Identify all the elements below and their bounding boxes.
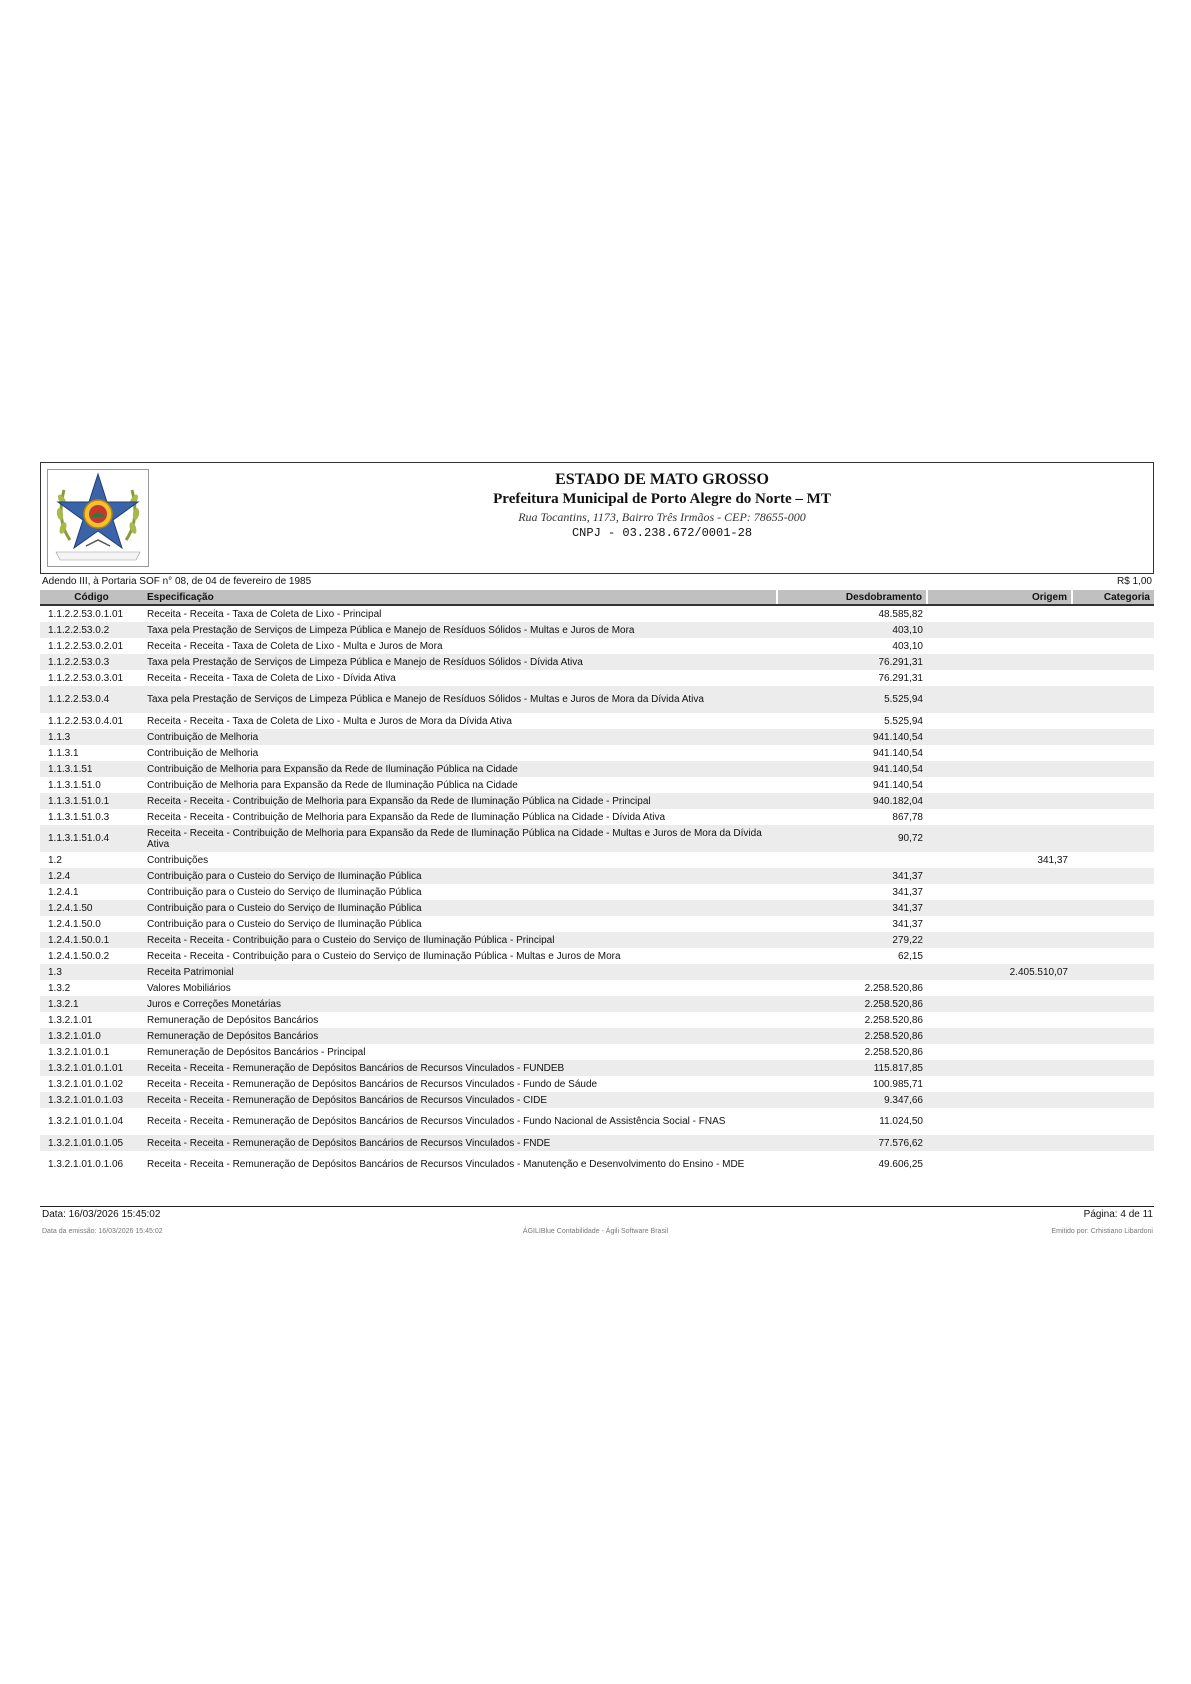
row-desdobramento: 115.817,85 bbox=[777, 1060, 927, 1076]
cnpj-line: CNPJ - 03.238.672/0001-28 bbox=[571, 526, 753, 540]
address-line: Rua Tocantins, 1173, Bairro Três Irmãos - CEP: 78655-000 bbox=[518, 510, 806, 524]
table-row bbox=[40, 713, 1154, 729]
row-origem bbox=[927, 948, 1072, 964]
table-row bbox=[40, 1012, 1154, 1028]
row-specification: Contribuição para o Custeio do Serviço de Iluminação Pública bbox=[143, 868, 777, 884]
table-row bbox=[40, 761, 1154, 777]
row-code: 1.3.2.1.01.0.1.05 bbox=[40, 1135, 143, 1151]
row-desdobramento: 341,37 bbox=[892, 918, 923, 930]
column-header-code: Código bbox=[40, 590, 143, 605]
row-desdobramento: 2.258.520,86 bbox=[777, 1028, 927, 1044]
column-header-categoria: Categoria bbox=[1072, 590, 1154, 605]
row-origem bbox=[927, 996, 1072, 1012]
row-origem bbox=[927, 777, 1072, 793]
row-desdobramento: 2.258.520,86 bbox=[777, 996, 927, 1012]
table-row bbox=[40, 996, 1154, 1012]
row-categoria bbox=[1072, 654, 1154, 670]
row-code: 1.3.2.1.01.0.1.02 bbox=[48, 1078, 124, 1090]
table-row bbox=[40, 884, 1154, 900]
row-code: 1.1.3.1.51.0.4 bbox=[40, 825, 143, 852]
column-header-origem: Origem bbox=[927, 590, 1072, 605]
row-categoria bbox=[1072, 1108, 1154, 1135]
row-specification: Remuneração de Depósitos Bancários bbox=[147, 1014, 319, 1026]
row-origem bbox=[927, 980, 1072, 996]
row-origem bbox=[927, 1092, 1072, 1108]
table-row bbox=[40, 825, 1154, 852]
row-origem bbox=[927, 1135, 1072, 1151]
table-row bbox=[40, 1108, 1154, 1135]
row-desdobramento: 403,10 bbox=[777, 622, 927, 638]
row-categoria bbox=[1072, 1044, 1154, 1060]
row-code: 1.1.2.2.53.0.3 bbox=[40, 654, 143, 670]
row-specification: Contribuição de Melhoria para Expansão da Rede de Iluminação Pública na Cidade bbox=[147, 779, 518, 791]
row-specification: Receita - Receita - Contribuição para o Custeio do Serviço de Iluminação Pública - Principal bbox=[143, 932, 777, 948]
row-code: 1.3 bbox=[40, 964, 143, 980]
row-origem bbox=[927, 825, 1072, 852]
row-origem bbox=[927, 884, 1072, 900]
row-origem bbox=[927, 1108, 1072, 1135]
row-specification: Receita Patrimonial bbox=[143, 964, 777, 980]
row-categoria bbox=[1072, 1076, 1154, 1092]
row-code: 1.1.2.2.53.0.2 bbox=[40, 622, 143, 638]
row-categoria bbox=[1072, 1028, 1154, 1044]
table-row bbox=[40, 1135, 1154, 1151]
row-categoria bbox=[1072, 825, 1154, 852]
row-categoria bbox=[1072, 670, 1154, 686]
table-row bbox=[40, 948, 1154, 964]
row-desdobramento: 279,22 bbox=[777, 932, 927, 948]
row-origem: 341,37 bbox=[1037, 854, 1068, 866]
row-categoria bbox=[1072, 729, 1154, 745]
row-specification: Contribuição de Melhoria para Expansão da Rede de Iluminação Pública na Cidade bbox=[143, 761, 777, 777]
row-specification: Juros e Correções Monetárias bbox=[143, 996, 777, 1012]
row-desdobramento: 5.525,94 bbox=[884, 715, 923, 727]
table-row bbox=[40, 622, 1154, 638]
table-row bbox=[40, 777, 1154, 793]
table-row bbox=[40, 900, 1154, 916]
row-origem bbox=[927, 809, 1072, 825]
row-categoria bbox=[1072, 1012, 1154, 1028]
row-categoria bbox=[1072, 1135, 1154, 1151]
row-specification: Receita - Receita - Remuneração de Depósitos Bancários de Recursos Vinculados - Manutenção e Desenvolvimento do Ensino - MDE bbox=[147, 1159, 745, 1170]
row-code: 1.3.2.1.01.0.1.04 bbox=[48, 1116, 124, 1127]
row-specification: Receita - Receita - Contribuição de Melhoria para Expansão da Rede de Iluminação Pública na Cidade - Dívida Ativa bbox=[147, 811, 666, 823]
table-row bbox=[40, 686, 1154, 713]
row-specification: Receita - Receita - Taxa de Coleta de Lixo - Dívida Ativa bbox=[147, 672, 396, 684]
row-specification: Receita - Receita - Taxa de Coleta de Lixo - Multa e Juros de Mora da Dívida Ativa bbox=[147, 715, 512, 727]
table-row bbox=[40, 638, 1154, 654]
row-origem bbox=[927, 932, 1072, 948]
row-code: 1.2.4.1.50 bbox=[40, 900, 143, 916]
table-row bbox=[40, 932, 1154, 948]
currency-unit: R$ 1,00 bbox=[1116, 576, 1152, 587]
row-categoria bbox=[1072, 605, 1154, 622]
row-specification: Remuneração de Depósitos Bancários bbox=[143, 1028, 777, 1044]
row-origem bbox=[927, 1012, 1072, 1028]
state-title: ESTADO DE MATO GROSSO bbox=[555, 471, 769, 488]
legal-reference: Adendo III, à Portaria SOF n° 08, de 04 de fevereiro de 1985 bbox=[42, 576, 312, 587]
row-specification: Receita - Receita - Taxa de Coleta de Lixo - Principal bbox=[147, 608, 382, 620]
row-code: 1.2 bbox=[48, 854, 62, 866]
row-code: 1.1.2.2.53.0.1.01 bbox=[48, 608, 124, 620]
row-code: 1.3.2 bbox=[48, 982, 71, 994]
row-categoria bbox=[1072, 916, 1154, 932]
row-origem bbox=[927, 605, 1072, 622]
table-row bbox=[40, 1044, 1154, 1060]
row-desdobramento: 62,15 bbox=[897, 950, 923, 962]
row-code: 1.3.2.1.01.0.1.06 bbox=[48, 1159, 124, 1170]
row-origem bbox=[927, 638, 1072, 654]
row-categoria bbox=[1072, 745, 1154, 761]
table-row bbox=[40, 868, 1154, 884]
row-categoria bbox=[1072, 900, 1154, 916]
row-specification: Receita - Receita - Contribuição de Melhoria para Expansão da Rede de Iluminação Pública na Cidade - Principal bbox=[143, 793, 777, 809]
row-desdobramento: 100.985,71 bbox=[872, 1078, 923, 1090]
row-categoria bbox=[1072, 1151, 1154, 1178]
row-code: 1.1.3 bbox=[40, 729, 143, 745]
row-specification: Valores Mobiliários bbox=[147, 982, 231, 994]
row-origem bbox=[927, 713, 1072, 729]
row-specification: Contribuição para o Custeio do Serviço de Iluminação Pública bbox=[147, 886, 422, 898]
revenue-table bbox=[40, 590, 1154, 1178]
table-row bbox=[40, 964, 1154, 980]
row-code: 1.3.2.1.01.0 bbox=[40, 1028, 143, 1044]
row-code: 1.1.3.1.51.0.1 bbox=[40, 793, 143, 809]
table-row bbox=[40, 654, 1154, 670]
row-categoria bbox=[1072, 884, 1154, 900]
row-code: 1.2.4.1 bbox=[48, 886, 79, 898]
footer-divider bbox=[40, 1206, 1154, 1207]
row-desdobramento: 11.024,50 bbox=[879, 1116, 923, 1127]
row-desdobramento: 5.525,94 bbox=[777, 686, 927, 713]
row-code: 1.1.3.1.51.0 bbox=[48, 779, 101, 791]
row-categoria bbox=[1072, 777, 1154, 793]
row-desdobramento: 341,37 bbox=[892, 886, 923, 898]
row-categoria bbox=[1072, 713, 1154, 729]
row-code: 1.1.2.2.53.0.2.01 bbox=[48, 640, 124, 652]
row-origem bbox=[927, 745, 1072, 761]
row-categoria bbox=[1072, 686, 1154, 713]
row-origem bbox=[927, 793, 1072, 809]
row-desdobramento: 77.576,62 bbox=[777, 1135, 927, 1151]
row-origem bbox=[927, 1028, 1072, 1044]
row-specification: Taxa pela Prestação de Serviços de Limpeza Pública e Manejo de Resíduos Sólidos - Dívida Ativa bbox=[143, 654, 777, 670]
row-specification: Taxa pela Prestação de Serviços de Limpeza Pública e Manejo de Resíduos Sólidos - Multas e Juros de Mora da Dívida Ativa bbox=[143, 686, 777, 713]
row-code: 1.1.2.2.53.0.4.01 bbox=[48, 715, 124, 727]
row-specification: Receita - Receita - Contribuição de Melhoria para Expansão da Rede de Iluminação Pública na Cidade - Multas e Juros de Mora da Dívida Ativa bbox=[143, 825, 777, 852]
row-specification: Receita - Receita - Taxa de Coleta de Lixo - Multa e Juros de Mora bbox=[147, 640, 443, 652]
table-header-row bbox=[40, 590, 1154, 605]
table-row bbox=[40, 809, 1154, 825]
row-desdobramento: 941.140,54 bbox=[872, 779, 923, 791]
row-specification: Receita - Receita - Remuneração de Depósitos Bancários de Recursos Vinculados - CIDE bbox=[143, 1092, 777, 1108]
table-row bbox=[40, 1092, 1154, 1108]
row-specification: Receita - Receita - Remuneração de Depósitos Bancários de Recursos Vinculados - FUNDEB bbox=[143, 1060, 777, 1076]
row-desdobramento: 403,10 bbox=[892, 640, 923, 652]
row-origem bbox=[927, 654, 1072, 670]
row-desdobramento: 2.258.520,86 bbox=[864, 982, 923, 994]
row-origem bbox=[927, 916, 1072, 932]
row-categoria bbox=[1072, 622, 1154, 638]
row-specification: Taxa pela Prestação de Serviços de Limpeza Pública e Manejo de Resíduos Sólidos - Multas e Juros de Mora bbox=[143, 622, 777, 638]
table-row bbox=[40, 670, 1154, 686]
row-desdobramento: 941.140,54 bbox=[872, 747, 923, 759]
column-header-desdobramento: Desdobramento bbox=[777, 590, 927, 605]
page-number: Página: 4 de 11 bbox=[1083, 1209, 1153, 1220]
row-origem bbox=[927, 686, 1072, 713]
table-row bbox=[40, 1151, 1154, 1178]
row-origem bbox=[927, 1044, 1072, 1060]
row-origem bbox=[927, 670, 1072, 686]
table-row bbox=[40, 1028, 1154, 1044]
row-origem bbox=[927, 622, 1072, 638]
row-code: 1.1.2.2.53.0.3.01 bbox=[48, 672, 124, 684]
row-desdobramento: 49.606,25 bbox=[878, 1159, 923, 1170]
row-desdobramento: 48.585,82 bbox=[878, 608, 923, 620]
table-row bbox=[40, 1076, 1154, 1092]
row-categoria bbox=[1072, 1060, 1154, 1076]
row-origem bbox=[927, 868, 1072, 884]
report-header bbox=[40, 462, 1154, 574]
row-desdobramento: 341,37 bbox=[777, 900, 927, 916]
issued-by: Emitido por: Crhistiano Libardoni bbox=[1051, 1228, 1153, 1235]
row-specification: Contribuição de Melhoria bbox=[147, 747, 259, 759]
row-desdobramento: 9.347,66 bbox=[777, 1092, 927, 1108]
row-origem bbox=[927, 900, 1072, 916]
report-subheader bbox=[42, 576, 1152, 588]
row-code: 1.3.2.1.01.0.1.03 bbox=[40, 1092, 143, 1108]
row-code: 1.3.2.1 bbox=[40, 996, 143, 1012]
row-desdobramento bbox=[777, 964, 927, 980]
row-code: 1.3.2.1.01 bbox=[48, 1014, 93, 1026]
row-categoria bbox=[1072, 980, 1154, 996]
row-categoria bbox=[1072, 809, 1154, 825]
row-origem: 2.405.510,07 bbox=[927, 964, 1072, 980]
prefecture-title: Prefeitura Municipal de Porto Alegre do Norte – MT bbox=[493, 491, 831, 507]
table-row bbox=[40, 852, 1154, 868]
row-categoria bbox=[1072, 948, 1154, 964]
row-specification: Remuneração de Depósitos Bancários - Principal bbox=[147, 1046, 366, 1058]
row-specification: Contribuição para o Custeio do Serviço de Iluminação Pública bbox=[143, 900, 777, 916]
table-row bbox=[40, 980, 1154, 996]
row-code: 1.2.4.1.50.0 bbox=[48, 918, 101, 930]
row-specification: Contribuição de Melhoria bbox=[143, 729, 777, 745]
table-row bbox=[40, 1060, 1154, 1076]
row-origem bbox=[927, 1151, 1072, 1178]
table-row bbox=[40, 916, 1154, 932]
row-categoria bbox=[1072, 964, 1154, 980]
row-specification: Contribuições bbox=[147, 854, 209, 866]
row-code: 1.3.2.1.01.0.1.01 bbox=[40, 1060, 143, 1076]
table-row bbox=[40, 745, 1154, 761]
footer-date: Data: 16/03/2026 15:45:02 bbox=[42, 1209, 161, 1220]
row-specification: Contribuição para o Custeio do Serviço de Iluminação Pública bbox=[147, 918, 422, 930]
row-categoria bbox=[1072, 1092, 1154, 1108]
row-code: 1.1.3.1 bbox=[48, 747, 79, 759]
row-categoria bbox=[1072, 868, 1154, 884]
column-header-specification: Especificação bbox=[143, 590, 777, 605]
row-desdobramento: 941.140,54 bbox=[777, 761, 927, 777]
row-desdobramento: 90,72 bbox=[777, 825, 927, 852]
table-row bbox=[40, 793, 1154, 809]
emission-date: Data da emissão: 16/03/2026 15:45:02 bbox=[42, 1228, 163, 1235]
row-code: 1.2.4.1.50.0.2 bbox=[48, 950, 110, 962]
row-categoria bbox=[1072, 852, 1154, 868]
row-desdobramento: 341,37 bbox=[777, 868, 927, 884]
row-desdobramento: 867,78 bbox=[892, 811, 923, 823]
row-origem bbox=[927, 761, 1072, 777]
row-specification: Receita - Receita - Contribuição para o Custeio do Serviço de Iluminação Pública - Multas e Juros de Mora bbox=[147, 950, 621, 962]
row-categoria bbox=[1072, 761, 1154, 777]
row-categoria bbox=[1072, 996, 1154, 1012]
row-code: 1.3.2.1.01.0.1 bbox=[48, 1046, 110, 1058]
row-categoria bbox=[1072, 932, 1154, 948]
row-desdobramento bbox=[777, 852, 927, 868]
row-code: 1.2.4.1.50.0.1 bbox=[40, 932, 143, 948]
row-desdobramento: 76.291,31 bbox=[878, 672, 923, 684]
row-specification: Receita - Receita - Remuneração de Depósitos Bancários de Recursos Vinculados - Fundo Nacional de Assistência Social - FNAS bbox=[147, 1116, 726, 1127]
software-credit: ÁGILIBlue Contabilidade - Ágili Software Brasil bbox=[522, 1228, 669, 1235]
row-code: 1.2.4 bbox=[40, 868, 143, 884]
row-code: 1.1.2.2.53.0.4 bbox=[40, 686, 143, 713]
table-row bbox=[40, 605, 1154, 622]
row-desdobramento: 2.258.520,86 bbox=[864, 1014, 923, 1026]
row-categoria bbox=[1072, 638, 1154, 654]
row-code: 1.1.3.1.51.0.3 bbox=[48, 811, 110, 823]
row-categoria bbox=[1072, 793, 1154, 809]
row-desdobramento: 941.140,54 bbox=[777, 729, 927, 745]
row-specification: Receita - Receita - Remuneração de Depósitos Bancários de Recursos Vinculados - Fundo de Sáude bbox=[147, 1078, 598, 1090]
row-code: 1.1.3.1.51 bbox=[40, 761, 143, 777]
row-origem bbox=[927, 1060, 1072, 1076]
row-specification: Receita - Receita - Remuneração de Depósitos Bancários de Recursos Vinculados - FNDE bbox=[143, 1135, 777, 1151]
row-origem bbox=[927, 1076, 1072, 1092]
row-desdobramento: 2.258.520,86 bbox=[864, 1046, 923, 1058]
row-desdobramento: 76.291,31 bbox=[777, 654, 927, 670]
row-origem bbox=[927, 729, 1072, 745]
row-desdobramento: 940.182,04 bbox=[777, 793, 927, 809]
table-row bbox=[40, 729, 1154, 745]
